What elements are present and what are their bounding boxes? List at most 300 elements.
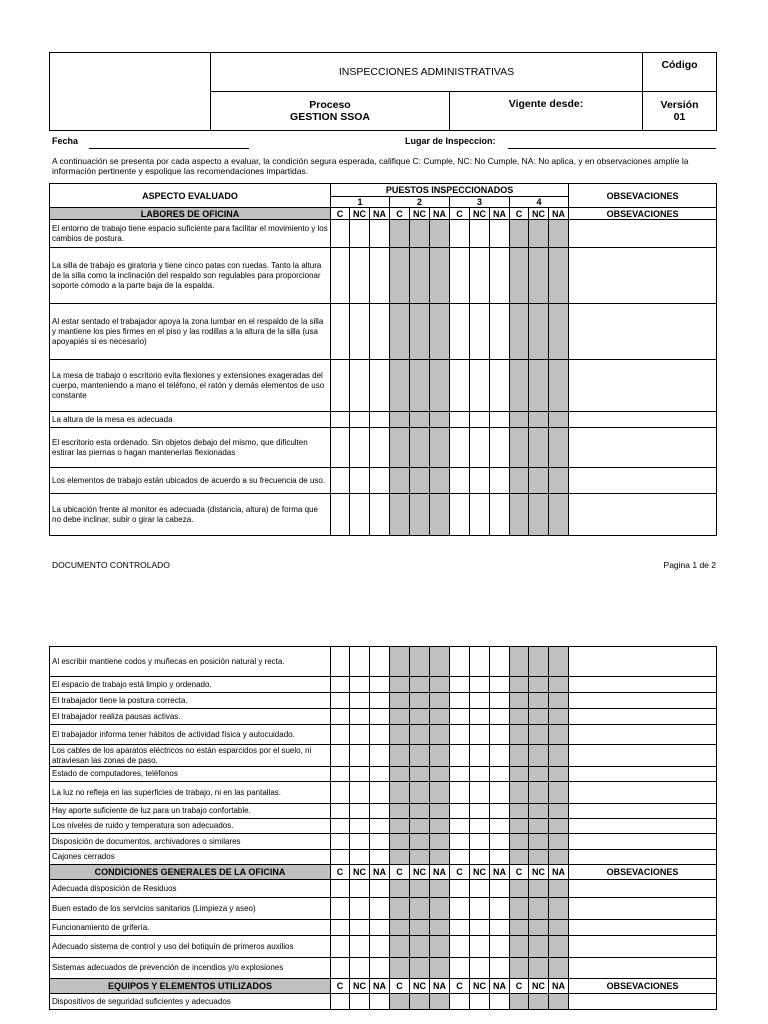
rating-cell[interactable]	[331, 494, 350, 536]
fecha-field[interactable]	[89, 148, 249, 149]
rating-cell[interactable]	[549, 850, 569, 865]
rating-cell[interactable]	[350, 647, 370, 677]
rating-cell[interactable]	[450, 880, 470, 898]
rating-cell[interactable]	[529, 819, 549, 834]
rating-cell[interactable]	[331, 360, 350, 412]
rating-cell[interactable]	[510, 745, 529, 767]
rating-cell[interactable]	[390, 693, 410, 709]
observation-cell[interactable]	[569, 745, 717, 767]
observation-cell[interactable]	[569, 677, 717, 693]
rating-cell[interactable]	[370, 834, 390, 850]
rating-cell[interactable]	[450, 693, 470, 709]
rating-cell[interactable]	[450, 850, 470, 865]
observation-cell[interactable]	[569, 693, 717, 709]
rating-cell[interactable]	[510, 782, 529, 804]
rating-cell[interactable]	[410, 767, 430, 782]
rating-cell[interactable]	[549, 834, 569, 850]
rating-cell[interactable]	[331, 898, 350, 920]
rating-cell[interactable]	[350, 304, 370, 360]
rating-cell[interactable]	[549, 725, 569, 745]
rating-cell[interactable]	[490, 693, 510, 709]
rating-cell[interactable]	[470, 647, 490, 677]
rating-cell[interactable]	[529, 745, 549, 767]
rating-cell[interactable]	[370, 412, 390, 428]
rating-cell[interactable]	[370, 677, 390, 693]
rating-cell[interactable]	[549, 936, 569, 958]
rating-cell[interactable]	[510, 880, 529, 898]
rating-cell[interactable]	[390, 920, 410, 936]
rating-cell[interactable]	[430, 994, 450, 1010]
rating-cell[interactable]	[450, 220, 470, 248]
rating-cell[interactable]	[390, 880, 410, 898]
rating-cell[interactable]	[549, 412, 569, 428]
rating-cell[interactable]	[370, 804, 390, 819]
rating-cell[interactable]	[390, 647, 410, 677]
rating-cell[interactable]	[350, 412, 370, 428]
rating-cell[interactable]	[549, 468, 569, 494]
rating-cell[interactable]	[510, 709, 529, 725]
rating-cell[interactable]	[410, 677, 430, 693]
rating-cell[interactable]	[390, 677, 410, 693]
rating-cell[interactable]	[410, 248, 430, 304]
rating-cell[interactable]	[370, 850, 390, 865]
rating-cell[interactable]	[510, 468, 529, 494]
rating-cell[interactable]	[410, 819, 430, 834]
rating-cell[interactable]	[331, 745, 350, 767]
rating-cell[interactable]	[549, 804, 569, 819]
rating-cell[interactable]	[410, 782, 430, 804]
rating-cell[interactable]	[370, 725, 390, 745]
rating-cell[interactable]	[470, 958, 490, 979]
rating-cell[interactable]	[529, 880, 549, 898]
rating-cell[interactable]	[390, 220, 410, 248]
rating-cell[interactable]	[350, 936, 370, 958]
rating-cell[interactable]	[390, 994, 410, 1010]
rating-cell[interactable]	[410, 304, 430, 360]
rating-cell[interactable]	[529, 898, 549, 920]
rating-cell[interactable]	[331, 958, 350, 979]
rating-cell[interactable]	[450, 936, 470, 958]
rating-cell[interactable]	[390, 936, 410, 958]
rating-cell[interactable]	[430, 248, 450, 304]
rating-cell[interactable]	[529, 304, 549, 360]
rating-cell[interactable]	[490, 248, 510, 304]
rating-cell[interactable]	[410, 958, 430, 979]
rating-cell[interactable]	[430, 819, 450, 834]
rating-cell[interactable]	[450, 647, 470, 677]
rating-cell[interactable]	[510, 958, 529, 979]
rating-cell[interactable]	[350, 428, 370, 468]
rating-cell[interactable]	[331, 220, 350, 248]
observation-cell[interactable]	[569, 819, 717, 834]
rating-cell[interactable]	[370, 898, 390, 920]
rating-cell[interactable]	[331, 994, 350, 1010]
observation-cell[interactable]	[569, 494, 717, 536]
rating-cell[interactable]	[450, 412, 470, 428]
rating-cell[interactable]	[470, 850, 490, 865]
rating-cell[interactable]	[430, 936, 450, 958]
rating-cell[interactable]	[430, 468, 450, 494]
rating-cell[interactable]	[490, 412, 510, 428]
rating-cell[interactable]	[549, 880, 569, 898]
rating-cell[interactable]	[450, 428, 470, 468]
rating-cell[interactable]	[529, 360, 549, 412]
rating-cell[interactable]	[450, 920, 470, 936]
rating-cell[interactable]	[549, 898, 569, 920]
rating-cell[interactable]	[470, 819, 490, 834]
rating-cell[interactable]	[430, 677, 450, 693]
rating-cell[interactable]	[510, 360, 529, 412]
rating-cell[interactable]	[470, 304, 490, 360]
rating-cell[interactable]	[490, 898, 510, 920]
rating-cell[interactable]	[510, 920, 529, 936]
rating-cell[interactable]	[549, 819, 569, 834]
rating-cell[interactable]	[470, 677, 490, 693]
rating-cell[interactable]	[410, 360, 430, 412]
rating-cell[interactable]	[490, 677, 510, 693]
rating-cell[interactable]	[510, 994, 529, 1010]
rating-cell[interactable]	[470, 494, 490, 536]
rating-cell[interactable]	[549, 767, 569, 782]
rating-cell[interactable]	[331, 850, 350, 865]
rating-cell[interactable]	[450, 725, 470, 745]
rating-cell[interactable]	[490, 709, 510, 725]
lugar-field[interactable]	[508, 148, 716, 149]
rating-cell[interactable]	[370, 920, 390, 936]
rating-cell[interactable]	[390, 767, 410, 782]
rating-cell[interactable]	[370, 647, 390, 677]
rating-cell[interactable]	[390, 304, 410, 360]
rating-cell[interactable]	[529, 412, 549, 428]
observation-cell[interactable]	[569, 880, 717, 898]
rating-cell[interactable]	[470, 767, 490, 782]
observation-cell[interactable]	[569, 248, 717, 304]
rating-cell[interactable]	[510, 767, 529, 782]
rating-cell[interactable]	[430, 360, 450, 412]
rating-cell[interactable]	[370, 994, 390, 1010]
rating-cell[interactable]	[450, 494, 470, 536]
rating-cell[interactable]	[549, 994, 569, 1010]
rating-cell[interactable]	[410, 880, 430, 898]
rating-cell[interactable]	[370, 819, 390, 834]
rating-cell[interactable]	[331, 468, 350, 494]
rating-cell[interactable]	[331, 677, 350, 693]
rating-cell[interactable]	[350, 850, 370, 865]
rating-cell[interactable]	[490, 804, 510, 819]
rating-cell[interactable]	[350, 834, 370, 850]
rating-cell[interactable]	[490, 725, 510, 745]
rating-cell[interactable]	[390, 850, 410, 865]
rating-cell[interactable]	[510, 898, 529, 920]
rating-cell[interactable]	[529, 767, 549, 782]
rating-cell[interactable]	[410, 647, 430, 677]
rating-cell[interactable]	[450, 677, 470, 693]
rating-cell[interactable]	[529, 804, 549, 819]
rating-cell[interactable]	[510, 647, 529, 677]
rating-cell[interactable]	[370, 220, 390, 248]
rating-cell[interactable]	[490, 767, 510, 782]
observation-cell[interactable]	[569, 850, 717, 865]
rating-cell[interactable]	[410, 994, 430, 1010]
rating-cell[interactable]	[350, 745, 370, 767]
rating-cell[interactable]	[549, 360, 569, 412]
rating-cell[interactable]	[410, 220, 430, 248]
rating-cell[interactable]	[331, 819, 350, 834]
rating-cell[interactable]	[510, 677, 529, 693]
rating-cell[interactable]	[331, 782, 350, 804]
rating-cell[interactable]	[390, 709, 410, 725]
rating-cell[interactable]	[490, 920, 510, 936]
rating-cell[interactable]	[450, 834, 470, 850]
rating-cell[interactable]	[430, 898, 450, 920]
rating-cell[interactable]	[370, 782, 390, 804]
rating-cell[interactable]	[510, 804, 529, 819]
rating-cell[interactable]	[390, 428, 410, 468]
observation-cell[interactable]	[569, 468, 717, 494]
rating-cell[interactable]	[350, 767, 370, 782]
rating-cell[interactable]	[350, 709, 370, 725]
rating-cell[interactable]	[430, 428, 450, 468]
rating-cell[interactable]	[390, 819, 410, 834]
rating-cell[interactable]	[370, 494, 390, 536]
rating-cell[interactable]	[450, 468, 470, 494]
rating-cell[interactable]	[430, 494, 450, 536]
observation-cell[interactable]	[569, 360, 717, 412]
rating-cell[interactable]	[430, 767, 450, 782]
rating-cell[interactable]	[390, 782, 410, 804]
rating-cell[interactable]	[410, 725, 430, 745]
observation-cell[interactable]	[569, 782, 717, 804]
observation-cell[interactable]	[569, 804, 717, 819]
rating-cell[interactable]	[390, 725, 410, 745]
rating-cell[interactable]	[350, 920, 370, 936]
rating-cell[interactable]	[410, 428, 430, 468]
rating-cell[interactable]	[529, 693, 549, 709]
rating-cell[interactable]	[529, 494, 549, 536]
rating-cell[interactable]	[390, 898, 410, 920]
rating-cell[interactable]	[529, 709, 549, 725]
rating-cell[interactable]	[390, 412, 410, 428]
rating-cell[interactable]	[370, 304, 390, 360]
rating-cell[interactable]	[510, 220, 529, 248]
rating-cell[interactable]	[450, 958, 470, 979]
rating-cell[interactable]	[410, 709, 430, 725]
rating-cell[interactable]	[370, 360, 390, 412]
rating-cell[interactable]	[331, 647, 350, 677]
rating-cell[interactable]	[410, 920, 430, 936]
rating-cell[interactable]	[529, 850, 549, 865]
rating-cell[interactable]	[430, 745, 450, 767]
rating-cell[interactable]	[430, 647, 450, 677]
rating-cell[interactable]	[450, 709, 470, 725]
rating-cell[interactable]	[510, 693, 529, 709]
rating-cell[interactable]	[370, 428, 390, 468]
rating-cell[interactable]	[370, 745, 390, 767]
rating-cell[interactable]	[529, 647, 549, 677]
rating-cell[interactable]	[529, 958, 549, 979]
rating-cell[interactable]	[430, 709, 450, 725]
observation-cell[interactable]	[569, 898, 717, 920]
rating-cell[interactable]	[410, 412, 430, 428]
rating-cell[interactable]	[430, 958, 450, 979]
rating-cell[interactable]	[490, 819, 510, 834]
rating-cell[interactable]	[470, 745, 490, 767]
rating-cell[interactable]	[430, 920, 450, 936]
rating-cell[interactable]	[529, 782, 549, 804]
rating-cell[interactable]	[549, 693, 569, 709]
rating-cell[interactable]	[350, 958, 370, 979]
rating-cell[interactable]	[470, 412, 490, 428]
rating-cell[interactable]	[350, 468, 370, 494]
rating-cell[interactable]	[331, 304, 350, 360]
rating-cell[interactable]	[410, 693, 430, 709]
rating-cell[interactable]	[331, 725, 350, 745]
rating-cell[interactable]	[350, 782, 370, 804]
rating-cell[interactable]	[350, 248, 370, 304]
rating-cell[interactable]	[490, 220, 510, 248]
rating-cell[interactable]	[549, 248, 569, 304]
rating-cell[interactable]	[350, 898, 370, 920]
rating-cell[interactable]	[350, 494, 370, 536]
rating-cell[interactable]	[490, 958, 510, 979]
rating-cell[interactable]	[490, 468, 510, 494]
rating-cell[interactable]	[430, 725, 450, 745]
rating-cell[interactable]	[470, 248, 490, 304]
rating-cell[interactable]	[350, 804, 370, 819]
rating-cell[interactable]	[430, 782, 450, 804]
rating-cell[interactable]	[470, 898, 490, 920]
rating-cell[interactable]	[470, 428, 490, 468]
rating-cell[interactable]	[470, 920, 490, 936]
rating-cell[interactable]	[549, 428, 569, 468]
rating-cell[interactable]	[529, 468, 549, 494]
rating-cell[interactable]	[331, 767, 350, 782]
rating-cell[interactable]	[529, 248, 549, 304]
rating-cell[interactable]	[490, 994, 510, 1010]
rating-cell[interactable]	[529, 920, 549, 936]
observation-cell[interactable]	[569, 958, 717, 979]
rating-cell[interactable]	[490, 647, 510, 677]
rating-cell[interactable]	[410, 804, 430, 819]
rating-cell[interactable]	[450, 898, 470, 920]
observation-cell[interactable]	[569, 920, 717, 936]
rating-cell[interactable]	[450, 745, 470, 767]
rating-cell[interactable]	[331, 693, 350, 709]
rating-cell[interactable]	[490, 850, 510, 865]
rating-cell[interactable]	[470, 936, 490, 958]
rating-cell[interactable]	[470, 834, 490, 850]
rating-cell[interactable]	[410, 898, 430, 920]
rating-cell[interactable]	[510, 936, 529, 958]
rating-cell[interactable]	[331, 880, 350, 898]
rating-cell[interactable]	[430, 880, 450, 898]
rating-cell[interactable]	[350, 819, 370, 834]
rating-cell[interactable]	[350, 725, 370, 745]
rating-cell[interactable]	[430, 850, 450, 865]
rating-cell[interactable]	[350, 693, 370, 709]
rating-cell[interactable]	[410, 936, 430, 958]
rating-cell[interactable]	[529, 428, 549, 468]
rating-cell[interactable]	[430, 834, 450, 850]
rating-cell[interactable]	[549, 647, 569, 677]
observation-cell[interactable]	[569, 709, 717, 725]
rating-cell[interactable]	[450, 304, 470, 360]
observation-cell[interactable]	[569, 994, 717, 1010]
rating-cell[interactable]	[370, 936, 390, 958]
rating-cell[interactable]	[331, 834, 350, 850]
rating-cell[interactable]	[470, 880, 490, 898]
rating-cell[interactable]	[450, 994, 470, 1010]
rating-cell[interactable]	[350, 880, 370, 898]
rating-cell[interactable]	[331, 709, 350, 725]
rating-cell[interactable]	[350, 360, 370, 412]
rating-cell[interactable]	[490, 936, 510, 958]
rating-cell[interactable]	[549, 920, 569, 936]
rating-cell[interactable]	[450, 360, 470, 412]
rating-cell[interactable]	[410, 494, 430, 536]
rating-cell[interactable]	[470, 360, 490, 412]
rating-cell[interactable]	[490, 782, 510, 804]
rating-cell[interactable]	[549, 677, 569, 693]
rating-cell[interactable]	[450, 804, 470, 819]
rating-cell[interactable]	[470, 220, 490, 248]
rating-cell[interactable]	[529, 834, 549, 850]
rating-cell[interactable]	[510, 412, 529, 428]
rating-cell[interactable]	[430, 304, 450, 360]
observation-cell[interactable]	[569, 412, 717, 428]
rating-cell[interactable]	[331, 428, 350, 468]
rating-cell[interactable]	[510, 248, 529, 304]
rating-cell[interactable]	[370, 248, 390, 304]
rating-cell[interactable]	[370, 958, 390, 979]
rating-cell[interactable]	[549, 304, 569, 360]
rating-cell[interactable]	[430, 693, 450, 709]
rating-cell[interactable]	[410, 834, 430, 850]
rating-cell[interactable]	[410, 468, 430, 494]
rating-cell[interactable]	[510, 850, 529, 865]
rating-cell[interactable]	[529, 994, 549, 1010]
rating-cell[interactable]	[370, 767, 390, 782]
rating-cell[interactable]	[510, 304, 529, 360]
rating-cell[interactable]	[490, 494, 510, 536]
observation-cell[interactable]	[569, 428, 717, 468]
rating-cell[interactable]	[490, 428, 510, 468]
rating-cell[interactable]	[510, 725, 529, 745]
observation-cell[interactable]	[569, 220, 717, 248]
rating-cell[interactable]	[470, 782, 490, 804]
rating-cell[interactable]	[490, 880, 510, 898]
rating-cell[interactable]	[370, 693, 390, 709]
rating-cell[interactable]	[510, 428, 529, 468]
observation-cell[interactable]	[569, 767, 717, 782]
rating-cell[interactable]	[430, 804, 450, 819]
observation-cell[interactable]	[569, 304, 717, 360]
rating-cell[interactable]	[390, 494, 410, 536]
rating-cell[interactable]	[470, 725, 490, 745]
rating-cell[interactable]	[370, 880, 390, 898]
rating-cell[interactable]	[430, 220, 450, 248]
rating-cell[interactable]	[529, 936, 549, 958]
rating-cell[interactable]	[549, 709, 569, 725]
rating-cell[interactable]	[331, 920, 350, 936]
rating-cell[interactable]	[450, 819, 470, 834]
rating-cell[interactable]	[490, 304, 510, 360]
rating-cell[interactable]	[549, 745, 569, 767]
rating-cell[interactable]	[470, 468, 490, 494]
observation-cell[interactable]	[569, 647, 717, 677]
rating-cell[interactable]	[529, 220, 549, 248]
rating-cell[interactable]	[390, 804, 410, 819]
